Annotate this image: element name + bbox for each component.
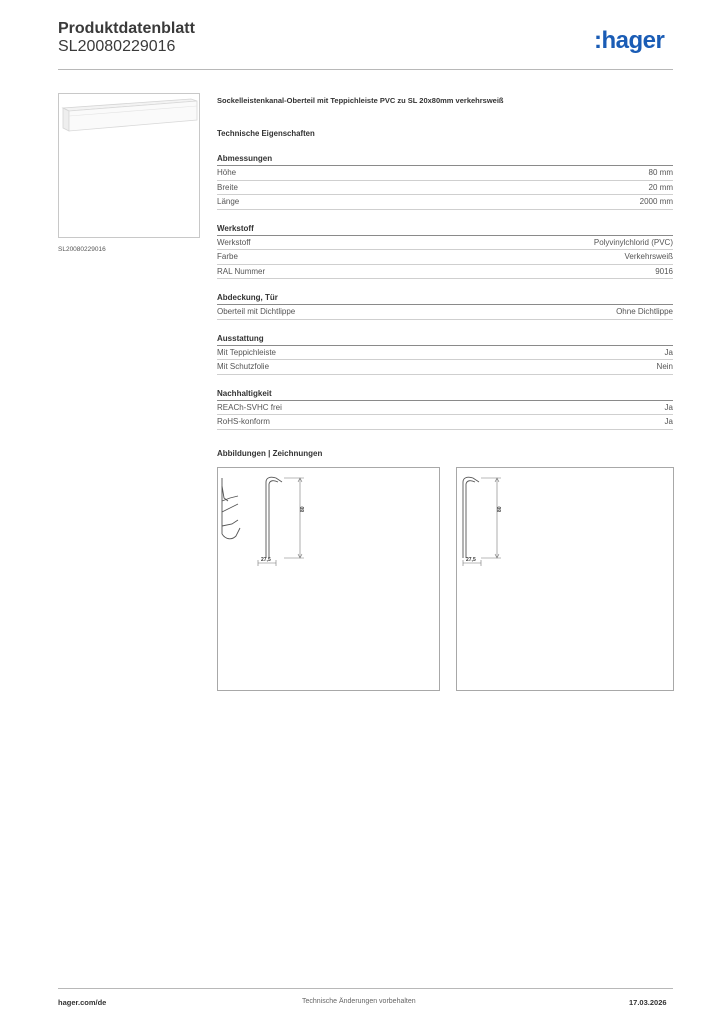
image-caption: SL20080229016: [58, 246, 106, 253]
group-heading: Abdeckung, Tür: [217, 291, 673, 305]
group-cover-door: [217, 291, 673, 320]
spec-value: 9016: [655, 266, 673, 276]
product-title: Sockelleistenkanal-Oberteil mit Teppichleiste PVC zu SL 20x80mm verkehrsweiß: [217, 96, 504, 105]
drawing-panel-2: [456, 467, 674, 691]
spec-label: Werkstoff: [217, 237, 251, 247]
group-equipment: [217, 332, 673, 375]
spec-row: [217, 360, 673, 375]
product-image: [58, 93, 200, 238]
spec-label: RAL Nummer: [217, 266, 266, 276]
spec-value: Nein: [656, 362, 673, 371]
group-heading: Ausstattung: [217, 332, 673, 346]
spec-row: [217, 346, 673, 361]
spec-label: Mit Teppichleiste: [217, 347, 276, 357]
spec-value: Ja: [664, 417, 673, 426]
spec-label: REACh-SVHC frei: [217, 402, 282, 412]
spec-value: 20 mm: [648, 182, 673, 192]
spec-value: Ja: [664, 402, 673, 412]
spec-label: Oberteil mit Dichtlippe: [217, 307, 296, 316]
footer-divider: [58, 988, 673, 989]
spec-value: Verkehrsweiß: [624, 252, 673, 261]
spec-label: RoHS-konform: [217, 417, 270, 426]
spec-row: [217, 401, 673, 416]
spec-row: [217, 236, 673, 251]
spec-value: 80 mm: [648, 168, 673, 177]
footer-disclaimer: Technische Änderungen vorbehalten: [302, 998, 416, 1005]
spec-value: Ohne Dichtlippe: [616, 307, 673, 316]
group-heading: Abmessungen: [217, 152, 673, 166]
page-title: Produktdatenblatt: [58, 20, 195, 37]
group-heading: Nachhaltigkeit: [217, 387, 673, 401]
product-details: [217, 94, 673, 442]
spec-value: 2000 mm: [639, 197, 673, 206]
spec-row: [217, 166, 673, 181]
footer-date: 17.03.2026: [629, 998, 667, 1007]
group-dimensions: [217, 152, 673, 210]
group-material: [217, 222, 673, 280]
spec-row: [217, 415, 673, 430]
spec-label: Länge: [217, 197, 240, 206]
spec-row: [217, 250, 673, 265]
hager-logo[interactable]: :hager: [594, 27, 665, 54]
header-divider: [58, 69, 673, 70]
group-heading: Werkstoff: [217, 222, 673, 236]
spec-row: [217, 181, 673, 196]
spec-label: Breite: [217, 182, 238, 192]
spec-row: [217, 195, 673, 210]
figures-heading: Abbildungen | Zeichnungen: [217, 449, 323, 458]
footer-website-link[interactable]: hager.com/de: [58, 998, 107, 1007]
technical-drawing-2: [457, 468, 675, 692]
product-image-graphic: [59, 94, 201, 239]
height-dimension-label: 80: [300, 506, 306, 512]
spec-row: [217, 265, 673, 280]
height-dimension-label: 80: [497, 506, 503, 512]
group-sustainability: [217, 387, 673, 430]
section-technical-properties: Technische Eigenschaften: [217, 129, 315, 138]
spec-value: Polyvinylchlorid (PVC): [593, 237, 673, 247]
spec-value: Ja: [664, 347, 673, 357]
width-dimension-label: 27,5: [466, 557, 476, 563]
spec-row: [217, 305, 673, 320]
spec-label: Mit Schutzfolie: [217, 362, 270, 371]
drawing-panel-1: [217, 467, 440, 691]
article-number: SL20080229016: [58, 38, 176, 55]
spec-label: Farbe: [217, 252, 238, 261]
spec-label: Höhe: [217, 168, 237, 177]
width-dimension-label: 27,5: [261, 557, 271, 563]
technical-drawing-1: [218, 468, 441, 692]
